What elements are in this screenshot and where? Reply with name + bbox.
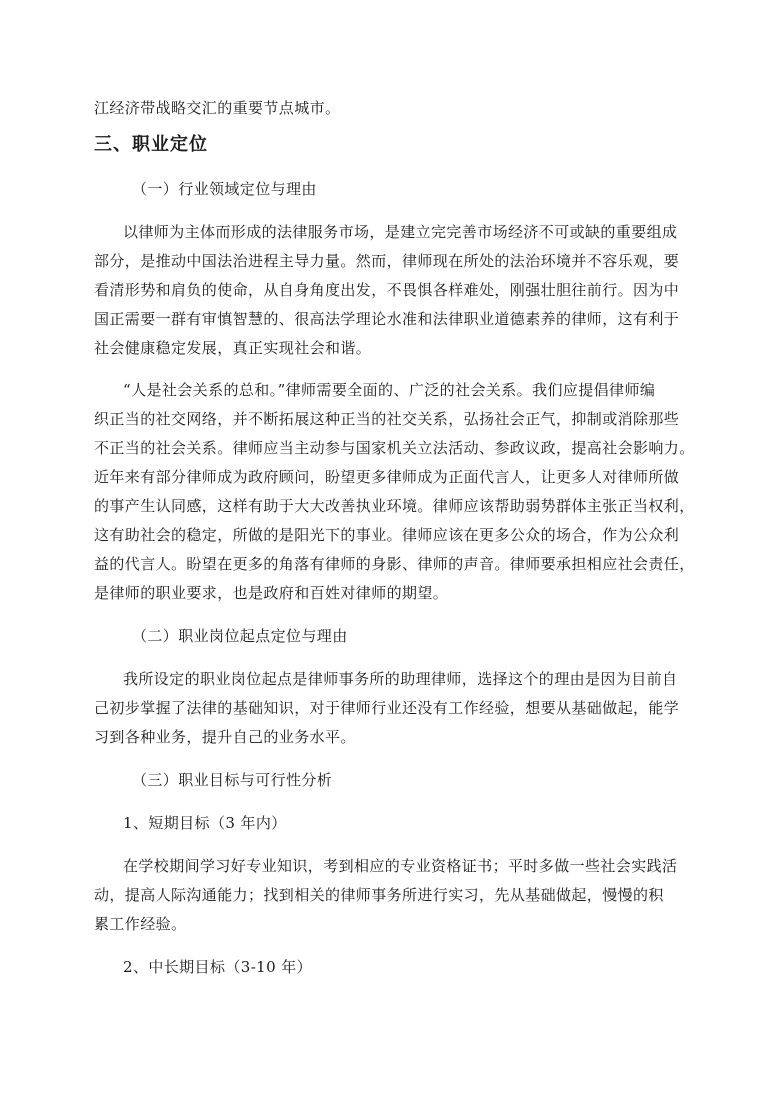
subsection-heading: （二）职业岗位起点定位与理由: [132, 627, 348, 645]
paragraph-line: 不正当的社会关系。律师应当主动参与国家机关立法活动、参政议政，提高社会影响力。: [94, 439, 695, 457]
paragraph-line: 是律师的职业要求，也是政府和百姓对律师的期望。: [94, 584, 449, 602]
paragraph-line: 看清形势和肩负的使命，从自身角度出发，不畏惧各样难处，刚强壮胆往前行。因为中: [94, 281, 680, 299]
paragraph-line: 织正当的社交网络，并不断拓展这种正当的社交关系，弘扬社会正气，抑制或消除那些: [94, 410, 680, 428]
paragraph-line: 以律师为主体而形成的法律服务市场，是建立完完善市场经济不可或缺的重要组成: [123, 223, 678, 241]
paragraph-line: 社会健康稳定发展，真正实现社会和谐。: [94, 339, 372, 357]
paragraph-line: “人是社会关系的总和。”律师需要全面的、广泛的社会关系。我们应提倡律师编: [123, 381, 656, 399]
paragraph-line: 近年来有部分律师成为政府顾问，盼望更多律师成为正面代言人，让更多人对律师所做: [94, 468, 680, 486]
paragraph-line: 习到各种业务，提升自己的业务水平。: [94, 728, 356, 746]
text-line: 江经济带战略交汇的重要节点城市。: [94, 99, 341, 117]
list-heading: 2、中长期目标（3-10 年）: [123, 958, 313, 976]
paragraph-line: 累工作经验。: [94, 915, 187, 933]
subsection-heading: （一）行业领域定位与理由: [132, 180, 317, 198]
subsection-heading: （三）职业目标与可行性分析: [132, 771, 333, 789]
section-heading: 三、职业定位: [94, 134, 208, 155]
paragraph-line: 益的代言人。盼望在更多的角落有律师的身影、律师的声音。律师要承担相应社会责任，: [94, 555, 695, 573]
list-heading: 1、短期目标（3 年内）: [123, 814, 287, 832]
paragraph-line: 的事产生认同感，这样有助于大大改善执业环境。律师应该帮助弱势群体主张正当权利，: [94, 497, 695, 515]
paragraph-line: 我所设定的职业岗位起点是律师事务所的助理律师，选择这个的理由是因为目前自: [123, 670, 678, 688]
paragraph-line: 这有助社会的稳定，所做的是阳光下的事业。律师应该在更多公众的场合，作为公众利: [94, 526, 680, 544]
paragraph-line: 己初步掌握了法律的基础知识，对于律师行业还没有工作经验，想要从基础做起，能学: [94, 699, 680, 717]
paragraph-line: 国正需要一群有审慎智慧的、很高法学理论水准和法律职业道德素养的律师，这有利于: [94, 310, 680, 328]
paragraph-line: 部分，是推动中国法治进程主导力量。然而，律师现在所处的法治环境并不容乐观，要: [94, 252, 680, 270]
paragraph-line: 在学校期间学习好专业知识，考到相应的专业资格证书；平时多做一些社会实践活: [123, 857, 678, 875]
paragraph-line: 动，提高人际沟通能力；找到相关的律师事务所进行实习，先从基础做起，慢慢的积: [94, 886, 664, 904]
